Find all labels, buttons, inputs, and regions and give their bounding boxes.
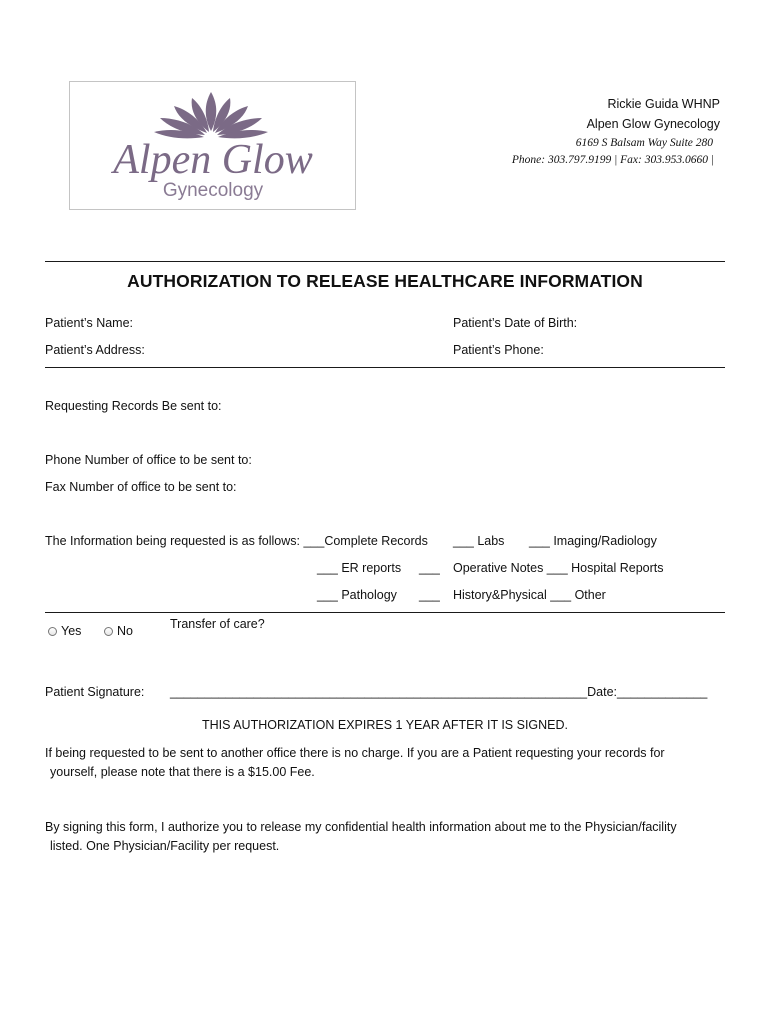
info-history-blank: ___ [419, 588, 440, 602]
practice-address: 6169 S Balsam Way Suite 280 [575, 137, 713, 149]
page-title: AUTHORIZATION TO RELEASE HEALTHCARE INFORMATION [127, 271, 643, 291]
consent-line2: listed. One Physician/Facility per request. [50, 839, 280, 853]
provider-name: Rickie Guida WHNP [607, 97, 720, 111]
header-divider [45, 261, 725, 262]
info-labs: ___ Labs [453, 534, 505, 548]
patient-address-label: Patient’s Address: [45, 343, 145, 357]
expiry-notice: THIS AUTHORIZATION EXPIRES 1 YEAR AFTER IT IS SIGNED. [201, 718, 569, 732]
info-pathology: ___ Pathology [317, 588, 397, 602]
office-fax-label: Fax Number of office to be sent to: [45, 480, 237, 494]
signature-date-line[interactable]: ____________________________________________________________Date:_____________ [170, 685, 708, 699]
info-operative-blank: ___ [419, 561, 440, 575]
lotus-logo-icon [70, 82, 357, 211]
transfer-label: Transfer of care? [170, 617, 265, 631]
practice-logo [69, 81, 356, 210]
transfer-no-label: No [117, 624, 133, 638]
info-er-reports: ___ ER reports [317, 561, 402, 575]
practice-contact: Phone: 303.797.9199 | Fax: 303.953.0660 | [511, 154, 714, 166]
requesting-to-label: Requesting Records Be sent to: [45, 399, 222, 413]
info-operative-hospital: Operative Notes ___ Hospital Reports [453, 561, 664, 575]
info-imaging: ___ Imaging/Radiology [529, 534, 657, 548]
consent-line1: By signing this form, I authorize you to release my confidential health information about me to the Physician/facility [45, 820, 677, 834]
info-intro: The Information being requested is as follows: ___Complete Records [45, 534, 428, 548]
patient-phone-label: Patient’s Phone: [453, 343, 544, 357]
fee-note-line1: If being requested to be sent to another office there is no charge. If you are a Patient requesting your records for [45, 746, 665, 760]
patient-divider [45, 367, 725, 368]
info-divider [45, 612, 725, 613]
signature-label: Patient Signature: [45, 685, 145, 699]
transfer-yes-option[interactable] [48, 623, 81, 639]
fee-note-line2: yourself, please note that there is a $15.00 Fee. [50, 765, 315, 779]
office-phone-label: Phone Number of office to be sent to: [45, 453, 252, 467]
patient-name-label: Patient’s Name: [45, 316, 134, 330]
radio-yes-icon[interactable] [48, 627, 57, 636]
patient-dob-label: Patient’s Date of Birth: [453, 316, 578, 330]
practice-name: Alpen Glow Gynecology [586, 117, 720, 131]
transfer-yes-label: Yes [61, 624, 82, 638]
logo-sub-text: Gynecology [162, 180, 264, 201]
radio-no-icon[interactable] [104, 627, 113, 636]
transfer-no-option[interactable] [104, 623, 133, 639]
info-history-other: History&Physical ___ Other [453, 588, 606, 602]
logo-brand-text: Alpen Glow [113, 137, 313, 183]
